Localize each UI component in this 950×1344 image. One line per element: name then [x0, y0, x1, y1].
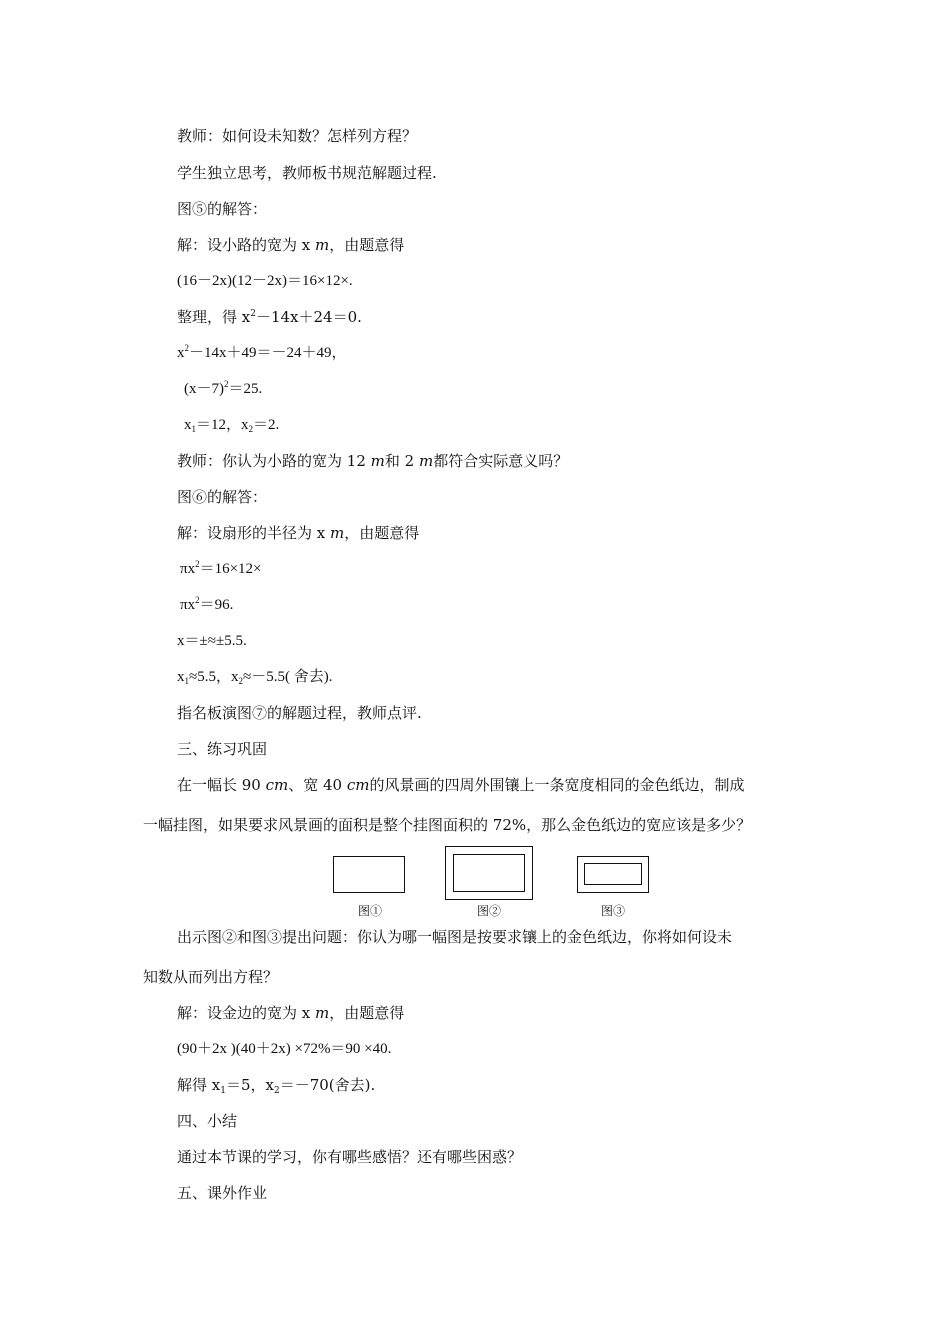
figure7-board-line: 指名板演图⑦的解题过程，教师点评.	[177, 704, 422, 722]
teacher-meaning-question: 教师：你认为小路的宽为 12 m和 2 m都符合实际意义吗？	[177, 452, 569, 470]
figure-3-inner-picture	[584, 863, 642, 885]
solution-roots-line: 解得 $x_1=5$，$x_2=-70$(舍去).	[177, 1076, 376, 1096]
section-3-heading: 三、练习巩固	[177, 740, 268, 758]
equation-line-1: (16－2x)(12－2x)＝16×12×.	[177, 273, 353, 289]
roots-line-1: $x_1=12$，$x_2=2$.	[184, 417, 280, 434]
let-path-width-line: 解：设小路的宽为 x m，由题意得	[177, 236, 405, 254]
frame-figures	[333, 846, 663, 926]
summary-question-line: 通过本节课的学习，你有哪些感悟？还有哪些困惑？	[177, 1148, 523, 1166]
square-form-line: $(x-7)^2=25$.	[184, 379, 263, 397]
figure-2-caption: 图②	[477, 904, 502, 918]
equation-line-4: (90＋2x )(40＋2x) ×72%＝90 ×40.	[177, 1041, 392, 1057]
show-figures-question-line-1: 出示图②和图③提出问题：你认为哪一幅图是按要求镶上的金色纸边，你将如何设未	[177, 928, 733, 946]
show-figures-question-line-2: 知数从而列出方程？	[143, 968, 279, 986]
student-thinking-line: 学生独立思考，教师板书规范解题过程.	[177, 164, 437, 182]
figure-1-caption: 图①	[358, 904, 383, 918]
roots-line-2: $x_1\approx 5.5$，$x_2\approx-5.5$( 舍去).	[177, 669, 333, 686]
figure-2-inner-picture	[453, 854, 525, 892]
section-5-heading: 五、课外作业	[177, 1184, 268, 1202]
let-sector-radius-line: 解：设扇形的半径为 x m，由题意得	[177, 524, 420, 542]
equation-line-2: $\pi x^2=16\times 12\times$	[180, 559, 262, 577]
equation-line-3: $\pi x^2=96$.	[180, 595, 234, 613]
simplify-line: 整理，得 $x^2-14x+24=0$.	[177, 308, 362, 326]
approx-line: x＝±≈±5.5.	[177, 633, 247, 649]
section-4-heading: 四、小结	[177, 1112, 238, 1130]
figure6-solution-heading: 图⑥的解答：	[177, 488, 268, 506]
figure-3-caption: 图③	[601, 904, 626, 918]
figure5-solution-heading: 图⑤的解答：	[177, 200, 268, 218]
exercise-problem-line-2: 一幅挂图，如果要求风景画的面积是整个挂图面积的 72%，那么金色纸边的宽应该是多少？	[143, 816, 752, 834]
figure-1-rectangle	[333, 856, 405, 893]
let-border-width-line: 解：设金边的宽为 x m，由题意得	[177, 1004, 405, 1022]
teacher-question-line: 教师：如何设未知数？怎样列方程？	[177, 127, 418, 145]
exercise-problem-line-1: 在一幅长 90 cm、宽 40 cm的风景画的四周外围镶上一条宽度相同的金色纸边，制成	[177, 776, 745, 794]
complete-square-line: $x^2-14x+49=-24+49$，	[177, 343, 347, 361]
